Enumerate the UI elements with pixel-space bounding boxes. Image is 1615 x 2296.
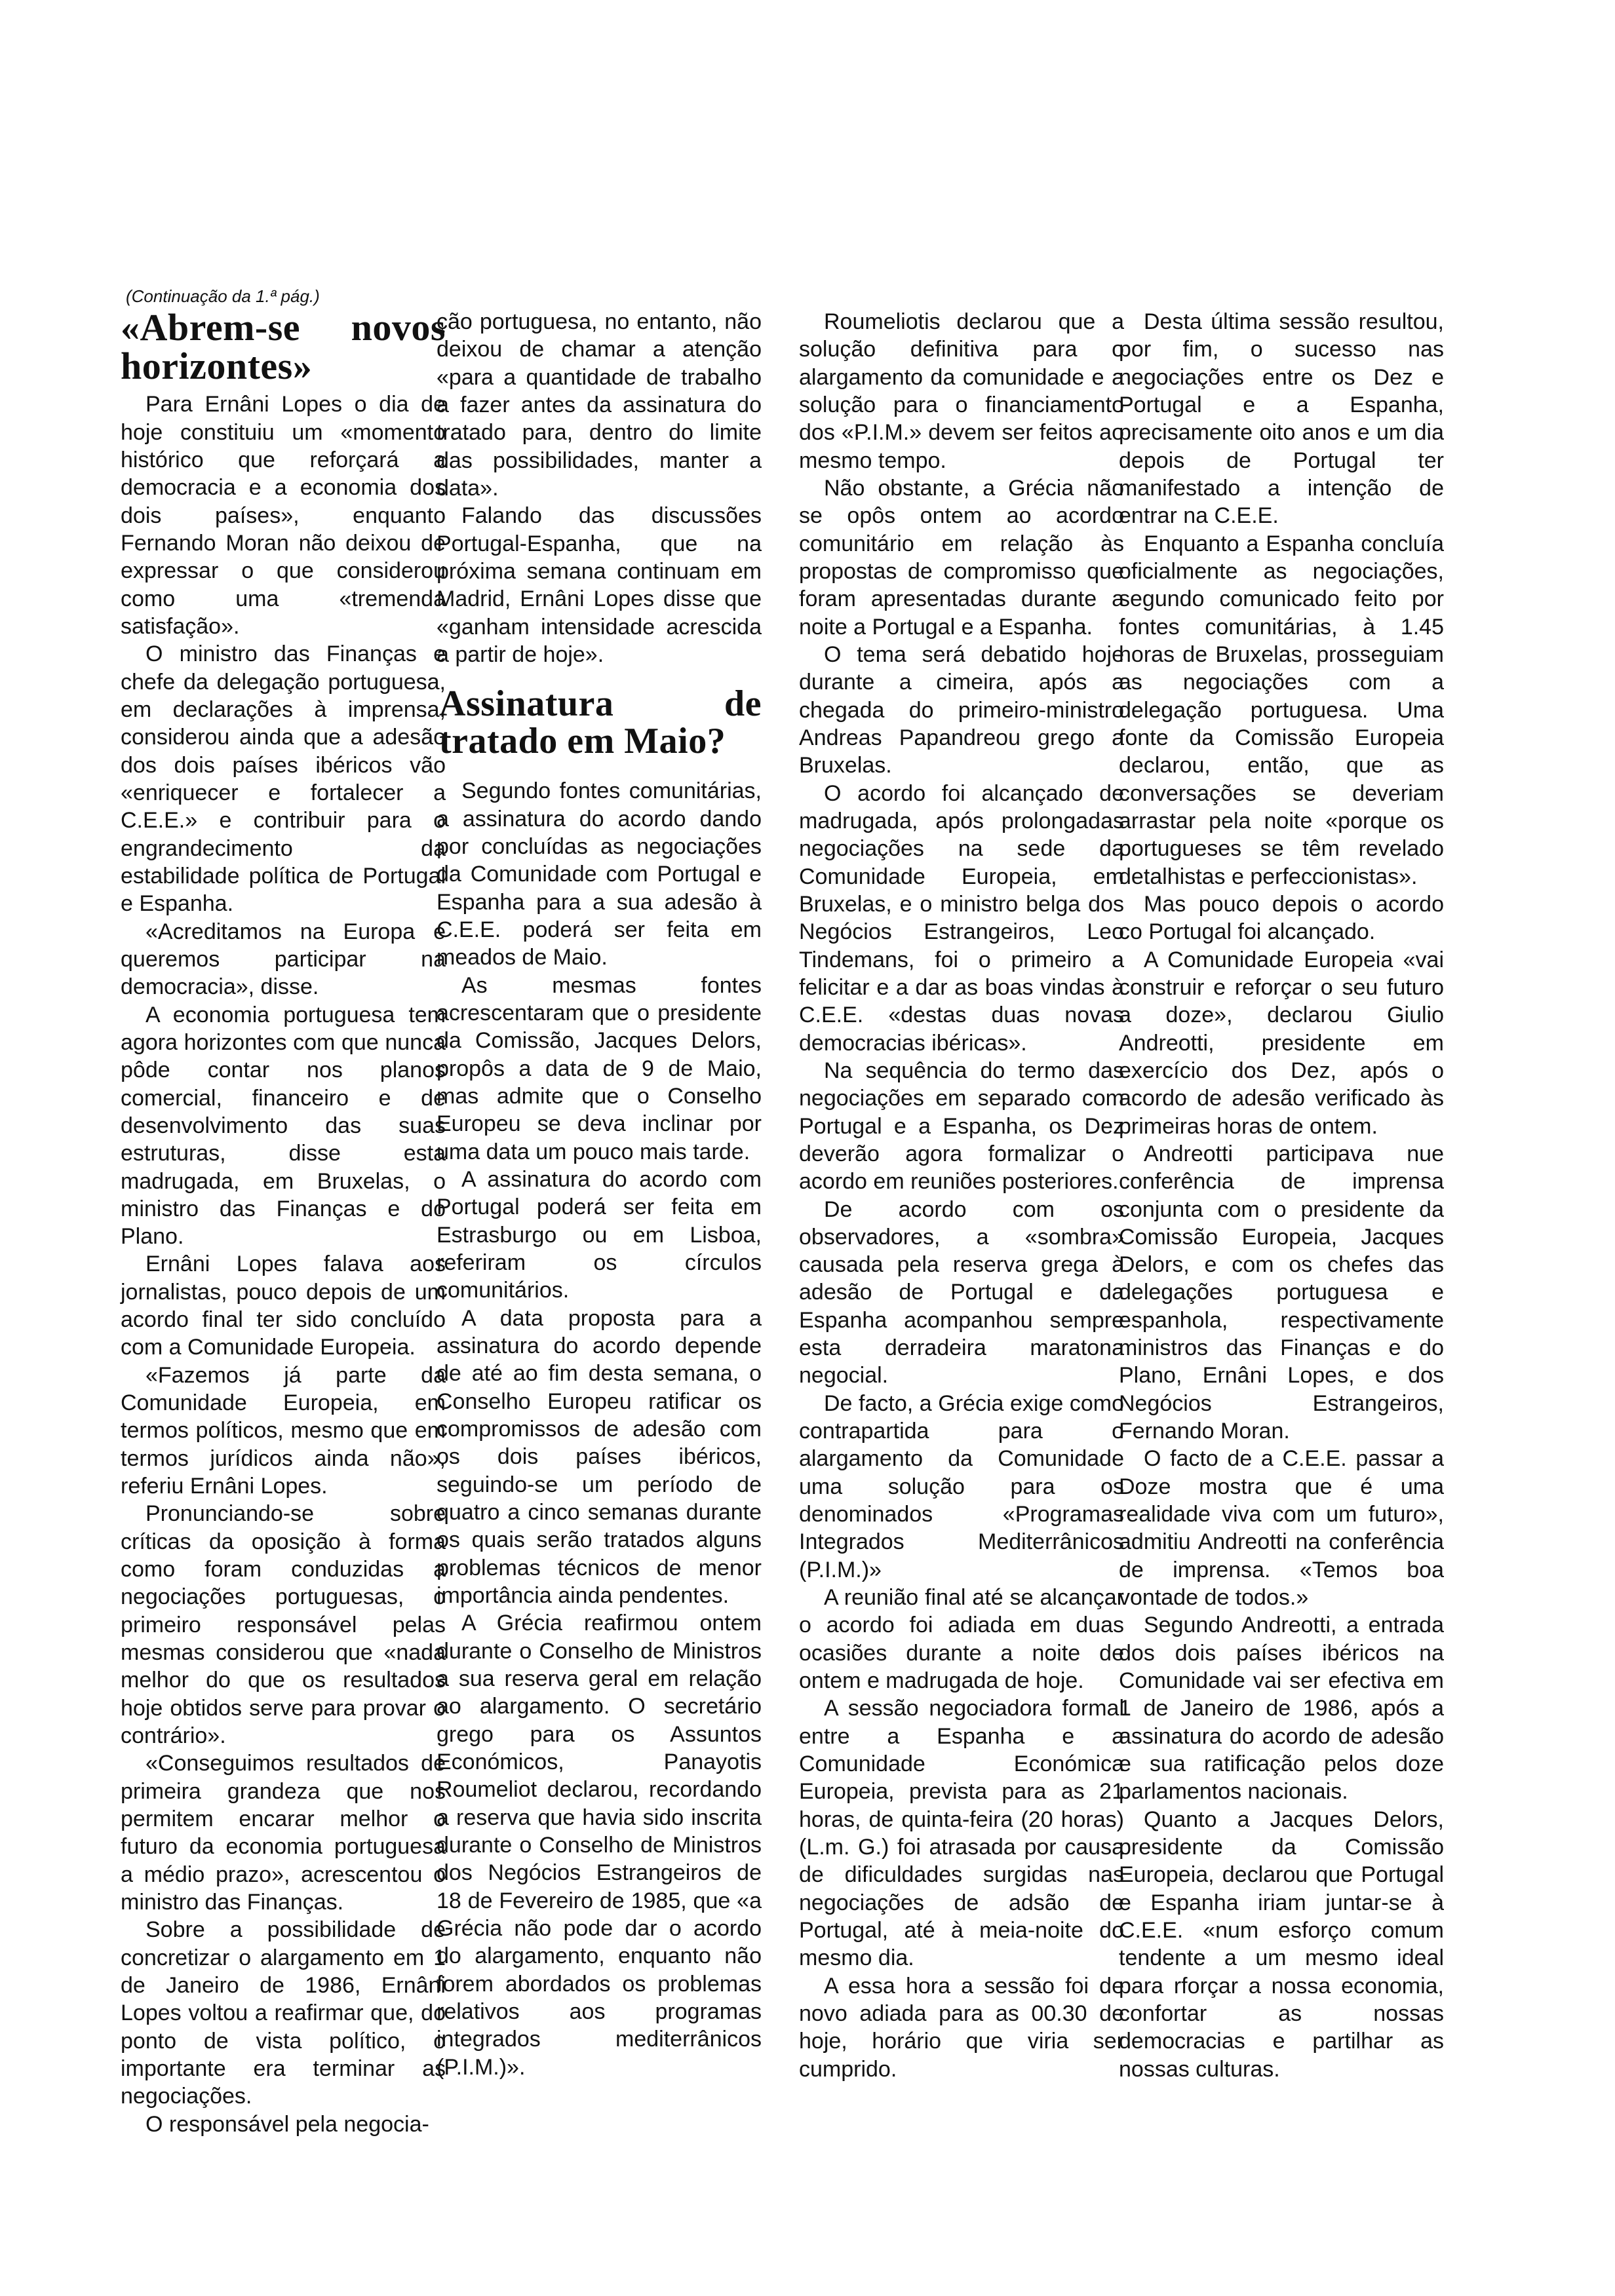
paragraph: Mas pouco depois o acordo co Portugal foi alcançado.	[1119, 891, 1444, 945]
paragraph: Desta última sessão resultou, por fim, o sucesso nas negociações entre os Dez e Portugal e a Espanha, precisamente oito anos e um dia depois de Portugal ter manifestado a intenção de entrar na C.E.E.	[1119, 309, 1444, 529]
paragraph: De facto, a Grécia exige como contrapartida para o alargamento da Comunidade uma solução para os denominados «Programas Integrados Mediterrânicos (P.I.M.)»	[799, 1390, 1124, 1582]
paragraph: De acordo com os observadores, a «sombra» causada pela reserva grega à adesão de Portugal e da Espanha acompanhou sempre esta derradeira maratona negocial.	[799, 1196, 1124, 1388]
paragraph: A assinatura do acordo com Portugal poderá ser feita em Estrasburgo ou em Lisboa, referiram os círculos comunitários.	[437, 1167, 762, 1303]
paragraph: Segundo fontes comunitárias, a assinatura do acordo dando por concluídas as negociações da Comunidade com Portugal e Espanha para a sua adesão à C.E.E. poderá ser feita em meados de Maio.	[437, 778, 762, 970]
paragraph: «Acreditamos na Europa e queremos participar na democracia», disse.	[121, 919, 446, 1000]
paragraph: A essa hora a sessão foi de novo adiada para as 00.30 de hoje, horário que viria ser cumprido.	[799, 1973, 1124, 2082]
paragraph: «Conseguimos resultados de primeira grandeza que nos permitem encarar melhor o futuro da economia portuguesa a médio prazo», acrescentou o ministro das Finanças.	[121, 1751, 446, 1915]
paragraph: Sobre a possibilidade de concretizar o alargamento em 1 de Janeiro de 1986, Ernâni Lopes voltou a reafirmar que, do ponto de vista político, o importante era terminar as negociações.	[121, 1917, 446, 2109]
paragraph: O tema será debatido hoje durante a cimeira, após a chegada do primeiro-ministro Andreas Papandreou grego a Bruxelas.	[799, 641, 1124, 778]
paragraph: Segundo Andreotti, a entrada dos dois países ibéricos na Comunidade vai ser efectiva em 1 de Janeiro de 1986, após a assinatura do acordo de adesão e sua ratificação pelos doze parlamentos nacionais.	[1119, 1613, 1444, 1805]
paragraph: Para Ernâni Lopes o dia de hoje constituiu um «momento histórico que reforçará a democracia e a economia dos dois países», enquanto Fernando Moran não deixou de expressar o que considerou como uma «tremenda satisfação».	[121, 392, 446, 639]
paragraph: Ernâni Lopes falava aos jornalistas, pouco depois de um acordo final ter sido concluído com a Comunidade Europeia.	[121, 1252, 446, 1360]
paragraph: Na sequência do termo das negociações em separado com Portugal e a Espanha, os Dez deverão agora formalizar o acordo em reuniões posteriores.	[799, 1058, 1124, 1195]
paragraph: O facto de a C.E.E. passar a Doze mostra que é uma realidade viva com um futuro», admitiu Andreotti na conferência de imprensa. «Temos boa vontade de todos.»	[1119, 1446, 1444, 1611]
paragraph: A Grécia reafirmou ontem durante o Conselho de Ministros a sua reserva geral em relação ao alargamento. O secretário grego para os Assuntos Económicos, Panayotis Roumeliot declarou, recordando a reserva que havia sido inscrita durante o Conselho de Ministros dos Negócios Estrangeiros de 18 de Fevereiro de 1985, que «a Grécia não pode dar o acordo do alargamento, enquanto não forem abordados os problemas relativos aos programas integrados mediterrânicos (P.I.M.)».	[437, 1611, 762, 2080]
paragraph: Enquanto a Espanha concluía oficialmente as negociações, segundo comunicado feito por fontes comunitárias, à 1.45 horas de Bruxelas, prosseguiam as negociações com a delegação portuguesa. Uma fonte da Comissão Europeia declarou, então, que as conversações se deveriam arrastar pela noite «porque os portugueses se têm revelado detalhistas e perfeccionistas».	[1119, 531, 1444, 889]
paragraph: A economia portuguesa tem agora horizontes com que nunca pôde contar nos planos comercial, financeiro e de desenvolvimento das suas estruturas, disse esta madrugada, em Bruxelas, o ministro das Finanças e do Plano.	[121, 1002, 446, 1250]
paragraph: A Comunidade Europeia «vai construir e reforçar o seu futuro a doze», declarou Giulio Andreotti, presidente em exercício dos Dez, após o acordo de adesão verificado às primeiras horas de ontem.	[1119, 947, 1444, 1139]
continuation-note: (Continuação da 1.ª pág.)	[126, 286, 320, 306]
subheadline: Assinatura de tratado em Maio?	[439, 683, 762, 762]
paragraph: ção portuguesa, no entanto, não deixou de chamar a atenção «para a quantidade de trabalho a fazer antes da assinatura do tratado para, dentro do limite das possibilidades, manter a data».	[437, 309, 762, 501]
paragraph: «Fazemos já parte da Comunidade Europeia, em termos políticos, mesmo que em termos jurídicos ainda não», referiu Ernâni Lopes.	[121, 1362, 446, 1499]
paragraph: Quanto a Jacques Delors, presidente da Comissão Europeia, declarou que Portugal e Espanha iriam juntar-se à C.E.E. «num esforço comum tendente a um mesmo ideal para rforçar a nossa economia, confortar as nossas democracias e partilhar as nossas culturas.	[1119, 1807, 1444, 2082]
paragraph: A data proposta para a assinatura do acordo depende de até ao fim desta semana, o Conselho Europeu ratificar os compromissos de adesão com os dois países ibéricos, seguindo-se um período de quatro a cinco semanas durante os quais serão tratados alguns problemas técnicos de menor importância ainda pendentes.	[437, 1305, 762, 1608]
paragraph: Roumeliotis declarou que a solução definitiva para o alargamento da comunidade e a solução para o financiamento dos «P.I.M.» devem ser feitos ao mesmo tempo.	[799, 309, 1124, 473]
column-1	[121, 308, 446, 2138]
paragraph: O acordo foi alcançado de madrugada, após prolongadas negociações na sede da Comunidade Europeia, em Bruxelas, e o ministro belga dos Negócios Estrangeiros, Leo Tindemans, foi o primeiro a felicitar e a dar as boas vindas à C.E.E. «destas duas novas democracias ibéricas».	[799, 780, 1124, 1056]
paragraph: Não obstante, a Grécia não se opôs ontem ao acordo comunitário em relação às propostas de compromisso que foram apresentadas durante a noite a Portugal e a Espanha.	[799, 475, 1124, 640]
headline: «Abrem-se novos horizontes»	[121, 306, 446, 388]
paragraph: A reunião final até se alcançar o acordo foi adiada em duas ocasiões durante a noite de ontem e madrugada de hoje.	[799, 1585, 1124, 1694]
paragraph: As mesmas fontes acrescentaram que o presidente da Comissão, Jacques Delors, propôs a data de 9 de Maio, mas admite que o Conselho Europeu se deva inclinar por uma data um pouco mais tarde.	[437, 972, 762, 1164]
paragraph: Andreotti participava nue conferência de imprensa conjunta com o presidente da Comissão Europeia, Jacques Delors, e com os chefes das delegações portuguesa e espanhola, respectivamente ministros das Finanças e do Plano, Ernâni Lopes, e dos Negócios Estrangeiros, Fernando Moran.	[1119, 1141, 1444, 1444]
paragraph: O responsável pela negocia-	[146, 2111, 429, 2137]
column-4	[1119, 308, 1444, 2083]
paragraph: A sessão negociadora formal entre a Espanha e a Comunidade Económica Europeia, prevista para as 21 horas, de quinta-feira (20 horas) (L.m. G.) foi atrasada por causa de dificuldades surgidas nas negociações de adsão de Portugal, até à meia-noite do mesmo dia.	[799, 1696, 1124, 1971]
paragraph: Falando das discussões Portugal-Espanha, que na próxima semana continuam em Madrid, Ernâni Lopes disse que «ganham intensidade acrescida a partir de hoje».	[437, 503, 762, 667]
paragraph: Pronunciando-se sobre críticas da oposição à forma como foram conduzidas a negociações portuguesas, o primeiro responsável pelas mesmas considerou que «nada melhor do que os resultados hoje obtidos serve para provar o contrário».	[121, 1501, 446, 1749]
paragraph: O ministro das Finanças e chefe da delegação portuguesa, em declarações à imprensa, considerou ainda que a adesão dos dois países ibéricos vão «enriquecer e fortalecer a C.E.E.» e contribuir para o engrandecimento da estabilidade política de Portugal e Espanha.	[121, 641, 446, 917]
column-2	[437, 308, 762, 2081]
column-3	[799, 308, 1124, 2083]
